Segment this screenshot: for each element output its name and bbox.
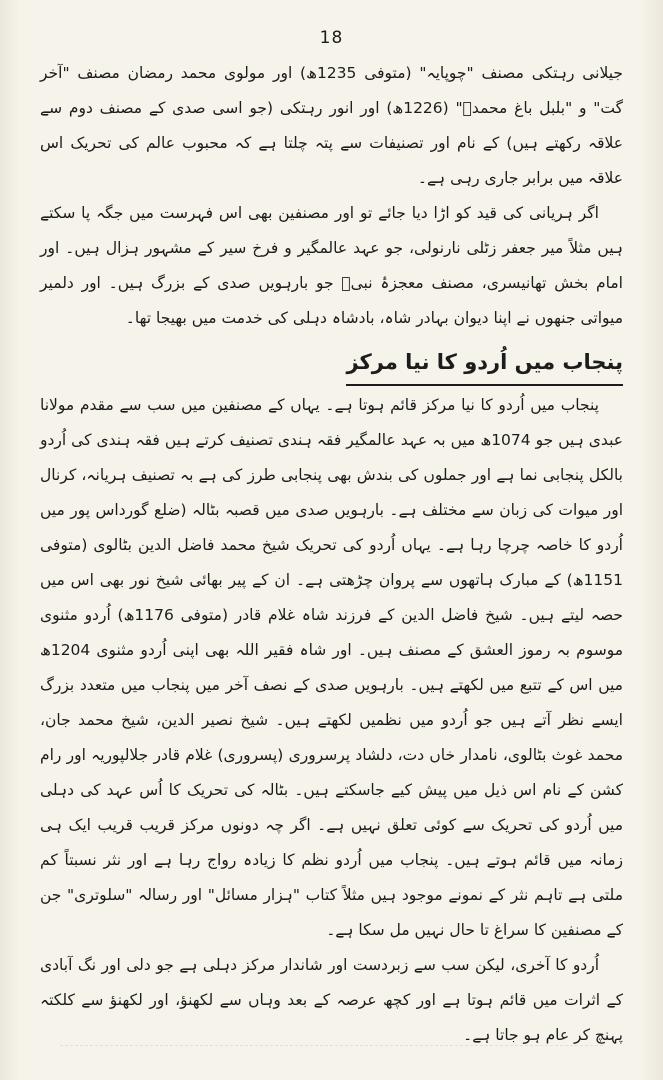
paragraph-section-1: پنجاب میں اُردو کا نیا مرکز قائم ہوتا ہے۔ یہاں کے مصنفین میں سب سے مقدم مولانا عبدی ہیں جو 1074ھ میں بہ عہد عالمگیر فقہ ہندی تصنیف کرتے ہیں فقہ ہندی کی اُردو بالکل پنجابی نما ہے اور جملوں کی بندش بھی پنجابی طرز کی ہے بہ تصنیف ہریانہ، کرنال اور میوات کی زبان سے مختلف ہے۔ بارہویں صدی میں قصبہ بٹالہ (ضلع گورداس پور میں اُردو کا خاصہ چرچا رہا ہے۔ یہاں اُردو کی تحریک شیخ محمد فاضل الدین بٹالوی (متوفی 1151ھ) کے مبارک ہاتھوں سے پروان چڑھتی ہے۔ ان کے پیر بھائی شیخ نور بھی اس میں حصہ لیتے ہیں۔ شیخ فاضل الدین کے فرزند شاہ غلام قادر (متوفی 1176ھ) اُردو مثنوی موسوم بہ رموز العشق کے مصنف ہیں۔ اور شاہ فقیر اللہ بھی اپنی اُردو مثنوی 1204ھ میں اس کے تتبع میں لکھتے ہیں۔ بارہویں صدی کے نصف آخر میں پنجاب میں متعدد بزرگ ایسے نظر آتے ہیں جو اُردو میں نظمیں لکھتے ہیں۔ شیخ نصیر الدین، شیخ محمد جان، محمد غوث بٹالوی، نامدار خاں دت، دلشاد پرسروری (پسروری) غلام قادر جلالپوریہ اور رام کشن کے نام اس ذیل میں پیش کیے جاسکتے ہیں۔ بٹالہ کی تحریک کا اُس عہد کی دہلی میں اُردو کی تحریک سے کوئی تعلق نہیں ہے۔ اگر چہ دونوں مرکز قریب قریب ایک ہی زمانہ میں قائم ہوتے ہیں۔ پنجاب میں اُردو نظم کا زیادہ رواج رہا ہے اور نثر نسبتاً کم ملتی ہے تاہم نثر کے نمونے موجود ہیں مثلاً کتاب "ہزار مسائل" اور رسالہ "سلوتری" جن کے مصنفین کا سراغ تا حال نہیں مل سکا ہے۔ — [40, 396, 624, 939]
section-heading-text: پنجاب میں اُردو کا نیا مرکز — [346, 342, 623, 386]
paragraph-intro-1: جیلانی رہتکی مصنف "چوپایہ" (متوفی 1235ھ) اور مولوی محمد رمضان مصنف "آخر گت" و "بلبل باغ محمدؐ" (1226ھ) اور انور رہتکی (جو اسی صدی کے مصنف دوم سے علاقہ رکھتے ہیں) کے نام اور تصنیفات سے پتہ چلتا ہے کہ محبوب عالم کی تحریک اس علاقہ میں برابر جاری رہی ہے۔ — [40, 64, 624, 187]
paragraph-intro-2: اگر ہریانی کی قید کو اڑا دیا جائے تو اور مصنفین بھی اس فہرست میں جگہ پا سکتے ہیں مثلاً میر جعفر زٹلی نارنولی، جو عہد عالمگیر و فرخ سیر کے مشہور ہزال ہیں۔ اور امام بخش تھانیسری، مصنف معجزۂ نبیؐ جو بارہویں صدی کے بزرگ ہیں۔ اور دلمیر میواتی جنھوں نے اپنا دیوان بہادر شاہ، بادشاہ دہلی کی خدمت میں بھیجا تھا۔ — [40, 204, 623, 327]
faint-bleedthrough-line — [60, 1045, 603, 1060]
page-number: 18 — [319, 28, 344, 48]
section-heading — [40, 342, 623, 386]
paragraph-section-2: اُردو کا آخری، لیکن سب سے زبردست اور شاندار مرکز دہلی ہے جو دلی اور نگ آبادی کے اثرات میں قائم ہوتا ہے اور کچھ عرصہ کے بعد وہاں سے لکھنؤ، اور لکھنؤ سے کلکتہ پہنچ کر عام ہو جاتا ہے۔ — [40, 956, 623, 1044]
